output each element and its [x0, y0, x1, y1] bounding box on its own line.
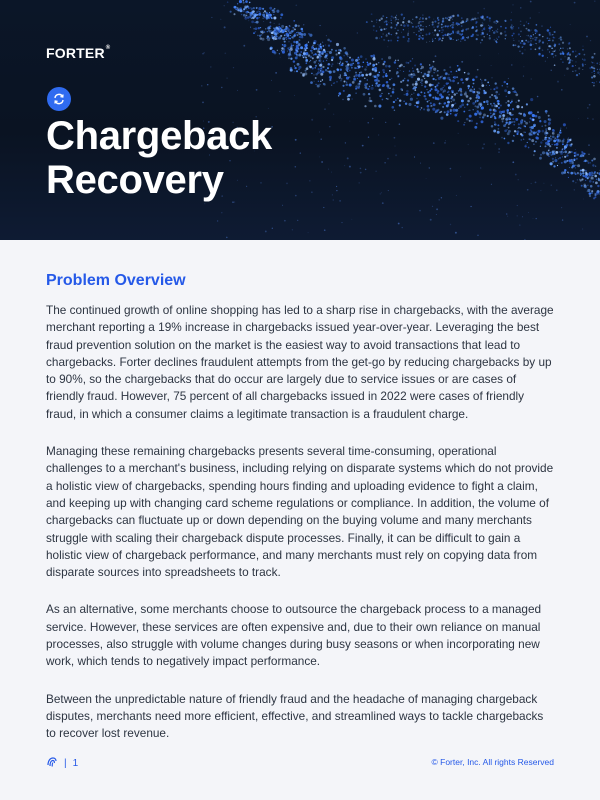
section-heading: Problem Overview: [46, 272, 186, 289]
hero-banner: [0, 0, 600, 240]
fingerprint-icon: [46, 756, 58, 771]
paragraph-1: The continued growth of online shopping has led to a sharp rise in chargebacks, with the average merchant reporting a 19% increase in chargebacks issued year-over-year. Leveraging the best fraud prevention solution on the market is the easiest way to avoid transactions that lead to chargebacks. Forter declines fraudulent attempts from the get-go by reducing chargebacks by up to 90%, so the chargebacks that do occur are largely due to service issues or are cases of friendly fraud. However, 75 percent of all chargebacks issued in 2022 were cases of friendly fraud, in which a consumer claims a legitimate transaction is a fraudulent charge.: [46, 303, 554, 421]
title-line-1: Chargeback: [46, 114, 272, 158]
forter-logo: [46, 45, 110, 61]
title-line-2: Recovery: [46, 158, 224, 202]
page-number: 1: [72, 758, 79, 769]
footer-separator: |: [64, 758, 67, 769]
copyright-notice: © Forter, Inc. All rights Reserved: [431, 757, 554, 767]
main-content: [46, 272, 556, 763]
logo-registered-mark: ®: [105, 45, 111, 51]
paragraph-3: As an alternative, some merchants choose to outsource the chargeback process to a managed service. However, these services are often expensive and, due to their own reliance on manual processes, also struggle with volume changes during busy seasons or when incorporating new work, which tends to negatively impact performance.: [46, 602, 542, 669]
logo-wordmark: FORTER: [46, 45, 105, 61]
paragraph-4: Between the unpredictable nature of friendly fraud and the headache of managing chargeback disputes, merchants need more efficient, effective, and streamlined ways to tackle chargebacks to recover lost revenue.: [46, 691, 544, 741]
page-title: [46, 114, 272, 202]
refresh-arrows-icon: [47, 87, 71, 111]
paragraph-2: Managing these remaining chargebacks presents several time-consuming, operational challenges to a merchant's business, including relying on disparate systems which do not provide a holistic view of chargebacks, spending hours finding and uploading evidence to fight a claim, and keeping up with changing card scheme regulations or compliance. In addition, the volume of chargebacks can fluctuate up or down depending on the buying volume and many merchants struggle with scaling their chargeback dispute processes. Finally, it can be difficult to gain a holistic view of chargeback performance, and many merchants must rely on copying data from disparate sources into spreadsheets to track.: [46, 444, 554, 580]
footer-page-info: [46, 756, 78, 771]
